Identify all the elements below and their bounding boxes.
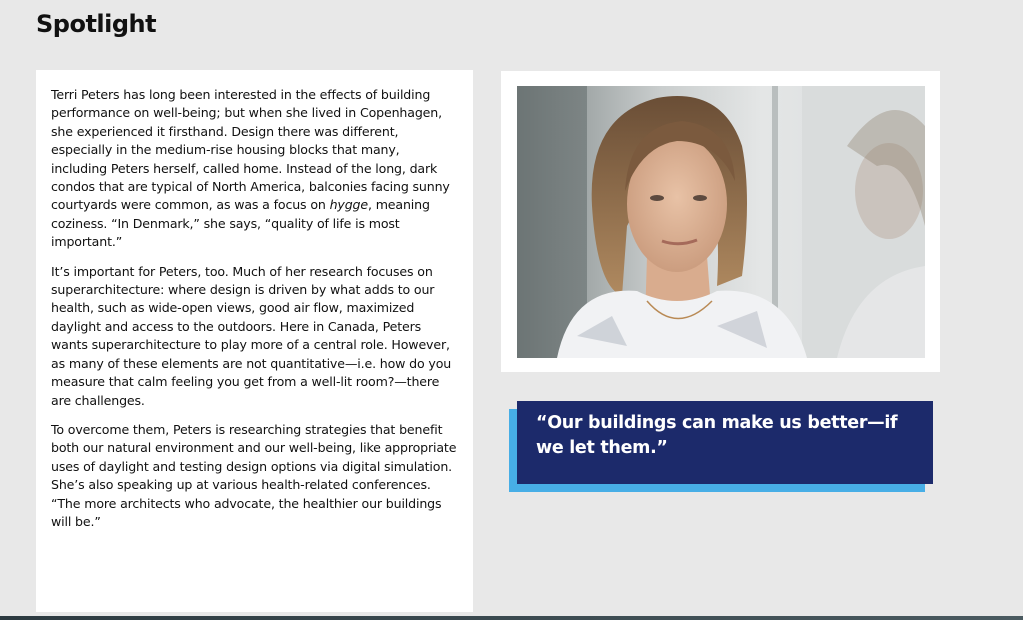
photo-frame [501, 71, 940, 372]
portrait-illustration [517, 86, 925, 358]
article-paragraph-1 [51, 86, 459, 252]
page-title: Spotlight [36, 10, 157, 38]
paragraph-1-emphasis: hygge [329, 197, 368, 213]
paragraph-1-text-end: , meaning coziness. “In Denmark,” she says, “quality of life is most important.” [51, 197, 430, 250]
pull-quote-box [517, 401, 933, 484]
bottom-edge-bar [0, 616, 1023, 620]
article-paragraph-2: It’s important for Peters, too. Much of her research focuses on superarchitecture: where design is driven by what adds to our health, such as wide-open views, good air flow, maximized daylight and access to the outdoors. Here in Canada, Peters wants superarchitecture to play more of a central role. However, as many of these elements are not quantitative—i.e. how do you measure that calm feeling you get from a well-lit room?—there are challenges. [51, 263, 452, 408]
article-paragraph-3: To overcome them, Peters is researching strategies that benefit both our natural environment and our well-being, like appropriate uses of daylight and testing design options via digital simulation. She’s also speaking up at various health-related conferences. “The more architects who advocate, the healthier our buildings will be.” [51, 421, 457, 529]
paragraph-1-text-start: Terri Peters has long been interested in the effects of building performance on well-being; but when she lived in Copenhagen, she experienced it firsthand. Design there was different, especially in the medium-rise housing blocks that many, including Peters herself, called home. Instead of the long, dark condos that are typical of North America, balconies facing sunny courtyards were common, as was a focus on [51, 87, 450, 213]
portrait-photo [517, 86, 925, 358]
pull-quote-text: “Our buildings can make us better—if we let them.” [536, 413, 898, 458]
article-card [36, 70, 473, 612]
